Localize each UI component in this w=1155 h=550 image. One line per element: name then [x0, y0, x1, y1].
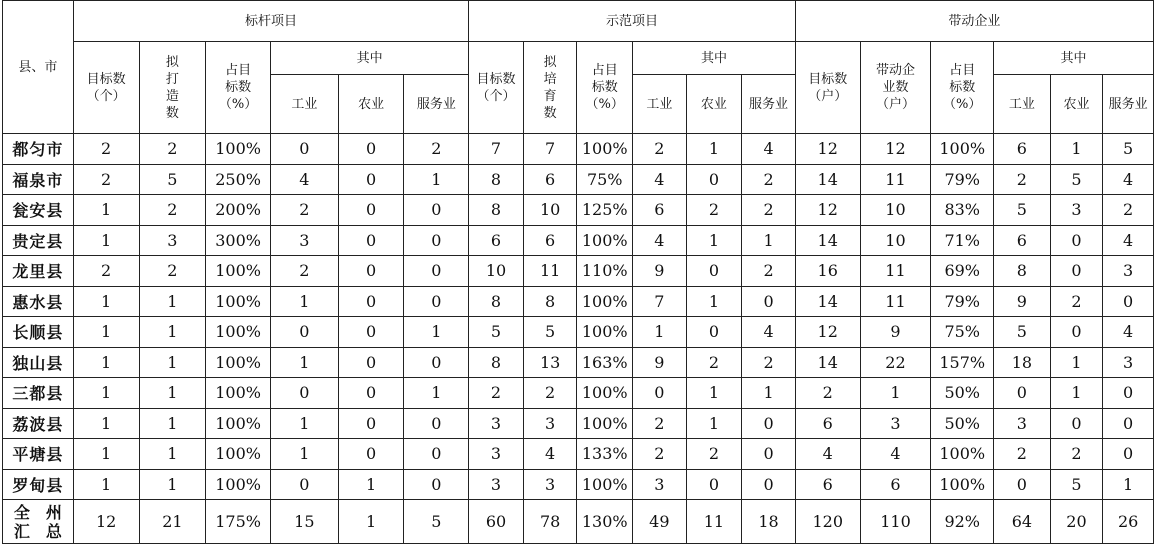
table-cell: 0 [742, 469, 796, 500]
header-enterprise-ratio: 占目 标数 （%） [931, 42, 994, 134]
table-cell: 2 [73, 164, 139, 195]
table-cell: 6 [469, 225, 524, 256]
table-cell: 0 [404, 439, 469, 470]
total-cell: 78 [523, 500, 577, 544]
table-cell: 1 [686, 225, 742, 256]
table-cell: 100% [206, 469, 271, 500]
table-cell: 2 [633, 134, 687, 165]
table-cell: 100% [206, 378, 271, 409]
table-cell: 1 [270, 439, 338, 470]
table-cell: 6 [523, 225, 577, 256]
row-county-name: 惠水县 [3, 286, 74, 317]
table-cell: 2 [139, 256, 206, 287]
table-cell: 3 [270, 225, 338, 256]
table-cell: 16 [795, 256, 860, 287]
table-cell: 8 [523, 286, 577, 317]
total-cell: 49 [633, 500, 687, 544]
table-cell: 4 [860, 439, 931, 470]
table-cell: 133% [577, 439, 633, 470]
table-cell: 0 [994, 378, 1051, 409]
table-cell: 3 [994, 408, 1051, 439]
table-cell: 1 [742, 378, 796, 409]
table-cell: 4 [1103, 225, 1154, 256]
header-demo-ratio: 占目 标数 （%） [577, 42, 633, 134]
table-cell: 0 [338, 286, 404, 317]
table-cell: 100% [206, 256, 271, 287]
table-cell: 0 [742, 408, 796, 439]
table-cell: 100% [577, 378, 633, 409]
table-cell: 100% [206, 408, 271, 439]
table-cell: 4 [523, 439, 577, 470]
table-cell: 3 [469, 469, 524, 500]
table-cell: 0 [338, 164, 404, 195]
table-cell: 1 [338, 469, 404, 500]
header-group-demo: 示范项目 [469, 1, 796, 42]
table-cell: 1 [73, 408, 139, 439]
table-cell: 3 [633, 469, 687, 500]
row-county-name: 龙里县 [3, 256, 74, 287]
header-group-enterprise: 带动企业 [795, 1, 1153, 42]
table-cell: 50% [931, 408, 994, 439]
row-county-name: 都匀市 [3, 134, 74, 165]
table-cell: 0 [404, 195, 469, 226]
table-cell: 13 [523, 347, 577, 378]
table-row [3, 469, 1154, 500]
table-cell: 12 [795, 195, 860, 226]
table-cell: 1 [1103, 469, 1154, 500]
table-cell: 100% [577, 286, 633, 317]
total-label-line2: 汇 总 [13, 521, 62, 541]
table-cell: 1 [139, 439, 206, 470]
table-cell: 0 [338, 317, 404, 348]
row-county-name: 荔波县 [3, 408, 74, 439]
table-cell: 0 [1103, 378, 1154, 409]
total-cell: 5 [404, 500, 469, 544]
table-cell: 2 [139, 134, 206, 165]
table-cell: 2 [73, 134, 139, 165]
table-row [3, 286, 1154, 317]
table-cell: 1 [139, 347, 206, 378]
table-cell: 8 [469, 195, 524, 226]
table-cell: 12 [860, 134, 931, 165]
table-cell: 4 [795, 439, 860, 470]
table-cell: 1 [139, 408, 206, 439]
table-cell: 0 [338, 408, 404, 439]
table-cell: 0 [404, 286, 469, 317]
table-cell: 100% [931, 469, 994, 500]
table-cell: 2 [404, 134, 469, 165]
total-cell: 11 [686, 500, 742, 544]
table-cell: 8 [469, 286, 524, 317]
summary-table [2, 0, 1154, 544]
table-cell: 100% [206, 439, 271, 470]
table-cell: 8 [994, 256, 1051, 287]
table-cell: 2 [270, 195, 338, 226]
table-row [3, 256, 1154, 287]
table-cell: 3 [1103, 347, 1154, 378]
table-cell: 0 [404, 408, 469, 439]
table-cell: 11 [860, 286, 931, 317]
table-cell: 100% [577, 408, 633, 439]
header-group-benchmark: 标杆项目 [73, 1, 468, 42]
table-cell: 0 [270, 134, 338, 165]
table-cell: 71% [931, 225, 994, 256]
table-cell: 2 [742, 347, 796, 378]
table-cell: 4 [742, 317, 796, 348]
table-row [3, 134, 1154, 165]
table-row [3, 164, 1154, 195]
table-cell: 1 [860, 378, 931, 409]
total-cell: 12 [73, 500, 139, 544]
table-cell: 0 [1103, 408, 1154, 439]
table-row [3, 439, 1154, 470]
table-cell: 3 [860, 408, 931, 439]
table-cell: 5 [1050, 164, 1103, 195]
table-cell: 1 [139, 378, 206, 409]
table-cell: 4 [1103, 164, 1154, 195]
table-cell: 12 [795, 134, 860, 165]
table-cell: 18 [994, 347, 1051, 378]
table-cell: 0 [686, 164, 742, 195]
table-cell: 2 [686, 347, 742, 378]
header-demo-service: 服务业 [742, 75, 796, 134]
table-cell: 14 [795, 347, 860, 378]
table-row [3, 195, 1154, 226]
total-cell: 175% [206, 500, 271, 544]
table-row [3, 347, 1154, 378]
total-cell: 120 [795, 500, 860, 544]
table-cell: 1 [404, 378, 469, 409]
table-cell: 100% [577, 225, 633, 256]
table-cell: 2 [686, 195, 742, 226]
table-cell: 1 [139, 317, 206, 348]
table-cell: 4 [633, 225, 687, 256]
table-cell: 100% [931, 134, 994, 165]
table-cell: 125% [577, 195, 633, 226]
header-benchmark-service: 服务业 [404, 75, 469, 134]
table-cell: 3 [469, 439, 524, 470]
table-cell: 6 [994, 225, 1051, 256]
table-cell: 0 [404, 347, 469, 378]
table-cell: 6 [795, 408, 860, 439]
table-cell: 11 [860, 256, 931, 287]
table-cell: 1 [686, 408, 742, 439]
table-cell: 0 [686, 469, 742, 500]
row-county-name: 罗甸县 [3, 469, 74, 500]
header-enterprise-driven: 带动企 业数 （户） [860, 42, 931, 134]
table-cell: 1 [404, 317, 469, 348]
table-cell: 0 [1103, 286, 1154, 317]
table-cell: 2 [742, 256, 796, 287]
table-cell: 300% [206, 225, 271, 256]
table-cell: 6 [860, 469, 931, 500]
table-cell: 4 [742, 134, 796, 165]
header-benchmark-agriculture: 农业 [338, 75, 404, 134]
total-cell: 92% [931, 500, 994, 544]
total-cell: 21 [139, 500, 206, 544]
total-label-line1: 全 州 [13, 502, 62, 522]
table-cell: 79% [931, 286, 994, 317]
table-cell: 0 [338, 256, 404, 287]
table-cell: 0 [1050, 256, 1103, 287]
table-cell: 5 [994, 195, 1051, 226]
table-cell: 3 [139, 225, 206, 256]
table-cell: 0 [338, 134, 404, 165]
table-cell: 6 [633, 195, 687, 226]
table-cell: 2 [795, 378, 860, 409]
row-county-name: 瓮安县 [3, 195, 74, 226]
table-cell: 0 [270, 469, 338, 500]
table-cell: 3 [1103, 256, 1154, 287]
table-cell: 1 [270, 286, 338, 317]
table-cell: 2 [1103, 195, 1154, 226]
table-cell: 10 [860, 195, 931, 226]
header-enterprise-agriculture: 农业 [1050, 75, 1103, 134]
table-cell: 0 [1103, 439, 1154, 470]
table-cell: 22 [860, 347, 931, 378]
table-cell: 1 [139, 286, 206, 317]
table-cell: 10 [860, 225, 931, 256]
table-cell: 69% [931, 256, 994, 287]
table-cell: 1 [73, 286, 139, 317]
table-cell: 6 [994, 134, 1051, 165]
table-cell: 12 [795, 317, 860, 348]
table-cell: 0 [1050, 317, 1103, 348]
table-cell: 0 [338, 347, 404, 378]
table-cell: 1 [270, 347, 338, 378]
table-cell: 5 [994, 317, 1051, 348]
header-benchmark-planned: 拟 打 造 数 [139, 42, 206, 134]
table-cell: 50% [931, 378, 994, 409]
table-cell: 2 [994, 164, 1051, 195]
table-cell: 0 [742, 286, 796, 317]
table-cell: 2 [1050, 439, 1103, 470]
header-demo-industry: 工业 [633, 75, 687, 134]
total-cell: 26 [1103, 500, 1154, 544]
table-cell: 100% [206, 317, 271, 348]
total-cell: 64 [994, 500, 1051, 544]
row-county-name: 贵定县 [3, 225, 74, 256]
table-cell: 0 [270, 317, 338, 348]
total-cell: 18 [742, 500, 796, 544]
row-county-name: 三都县 [3, 378, 74, 409]
total-cell: 15 [270, 500, 338, 544]
header-demo-target: 目标数 （个） [469, 42, 524, 134]
table-cell: 0 [338, 378, 404, 409]
table-cell: 2 [523, 378, 577, 409]
table-cell: 8 [469, 164, 524, 195]
table-cell: 75% [931, 317, 994, 348]
table-cell: 2 [633, 408, 687, 439]
total-row [3, 500, 1154, 544]
table-cell: 0 [338, 225, 404, 256]
header-enterprise-target: 目标数 （户） [795, 42, 860, 134]
table-cell: 14 [795, 286, 860, 317]
table-cell: 10 [523, 195, 577, 226]
table-cell: 1 [73, 195, 139, 226]
table-cell: 163% [577, 347, 633, 378]
table-cell: 83% [931, 195, 994, 226]
header-benchmark-target: 目标数 （个） [73, 42, 139, 134]
table-cell: 0 [686, 317, 742, 348]
row-county-name: 平塘县 [3, 439, 74, 470]
table-cell: 6 [795, 469, 860, 500]
table-cell: 3 [1050, 195, 1103, 226]
header-demo-of-which: 其中 [633, 42, 796, 75]
table-cell: 8 [469, 347, 524, 378]
table-cell: 5 [1103, 134, 1154, 165]
table-cell: 100% [577, 317, 633, 348]
table-cell: 4 [1103, 317, 1154, 348]
table-cell: 2 [633, 439, 687, 470]
table-cell: 1 [73, 225, 139, 256]
total-cell: 130% [577, 500, 633, 544]
table-cell: 9 [633, 256, 687, 287]
table-cell: 2 [1050, 286, 1103, 317]
table-cell: 2 [73, 256, 139, 287]
table-cell: 1 [1050, 378, 1103, 409]
table-cell: 100% [206, 286, 271, 317]
table-cell: 2 [994, 439, 1051, 470]
table-cell: 100% [577, 469, 633, 500]
table-cell: 9 [633, 347, 687, 378]
header-enterprise-industry: 工业 [994, 75, 1051, 134]
table-cell: 14 [795, 225, 860, 256]
table-cell: 1 [270, 408, 338, 439]
table-cell: 2 [686, 439, 742, 470]
table-cell: 1 [1050, 347, 1103, 378]
table-cell: 250% [206, 164, 271, 195]
header-enterprise-service: 服务业 [1103, 75, 1154, 134]
table-cell: 1 [73, 317, 139, 348]
table-cell: 1 [73, 347, 139, 378]
table-cell: 4 [633, 164, 687, 195]
table-cell: 11 [860, 164, 931, 195]
total-cell: 20 [1050, 500, 1103, 544]
table-cell: 3 [523, 408, 577, 439]
table-cell: 0 [338, 195, 404, 226]
table-cell: 75% [577, 164, 633, 195]
table-cell: 3 [469, 408, 524, 439]
header-county: 县、市 [3, 1, 74, 134]
table-cell: 0 [1050, 408, 1103, 439]
table-cell: 1 [139, 469, 206, 500]
table-cell: 2 [139, 195, 206, 226]
row-county-name: 独山县 [3, 347, 74, 378]
table-cell: 100% [206, 134, 271, 165]
header-enterprise-of-which: 其中 [994, 42, 1154, 75]
table-cell: 2 [270, 256, 338, 287]
table-cell: 5 [139, 164, 206, 195]
table-cell: 1 [73, 378, 139, 409]
table-cell: 0 [1050, 225, 1103, 256]
table-cell: 0 [404, 469, 469, 500]
table-cell: 7 [523, 134, 577, 165]
total-cell: 60 [469, 500, 524, 544]
table-cell: 0 [742, 439, 796, 470]
header-benchmark-industry: 工业 [270, 75, 338, 134]
table-cell: 7 [469, 134, 524, 165]
table-cell: 14 [795, 164, 860, 195]
table-cell: 5 [1050, 469, 1103, 500]
table-cell: 1 [686, 378, 742, 409]
table-cell: 2 [469, 378, 524, 409]
table-cell: 1 [742, 225, 796, 256]
table-cell: 100% [577, 134, 633, 165]
table-row [3, 317, 1154, 348]
table-cell: 5 [469, 317, 524, 348]
table-cell: 1 [73, 469, 139, 500]
table-cell: 0 [686, 256, 742, 287]
table-cell: 5 [523, 317, 577, 348]
header-demo-planned: 拟 培 育 数 [523, 42, 577, 134]
table-cell: 79% [931, 164, 994, 195]
table-cell: 100% [931, 439, 994, 470]
table-cell: 10 [469, 256, 524, 287]
table-row [3, 378, 1154, 409]
table-cell: 110% [577, 256, 633, 287]
table-cell: 0 [404, 225, 469, 256]
table-cell: 9 [994, 286, 1051, 317]
table-cell: 1 [686, 134, 742, 165]
total-cell: 1 [338, 500, 404, 544]
header-benchmark-ratio: 占目 标数 （%） [206, 42, 271, 134]
table-cell: 0 [994, 469, 1051, 500]
table-body [3, 134, 1154, 544]
table-cell: 0 [633, 378, 687, 409]
total-cell: 110 [860, 500, 931, 544]
table-cell: 3 [523, 469, 577, 500]
table-cell: 1 [404, 164, 469, 195]
table-cell: 4 [270, 164, 338, 195]
table-cell: 7 [633, 286, 687, 317]
table-cell: 9 [860, 317, 931, 348]
table-cell: 200% [206, 195, 271, 226]
table-cell: 1 [633, 317, 687, 348]
total-label [3, 500, 74, 544]
table-cell: 0 [404, 256, 469, 287]
table-cell: 157% [931, 347, 994, 378]
table-cell: 6 [523, 164, 577, 195]
row-county-name: 福泉市 [3, 164, 74, 195]
table-cell: 11 [523, 256, 577, 287]
table-row [3, 408, 1154, 439]
table-cell: 2 [742, 164, 796, 195]
table-cell: 1 [686, 286, 742, 317]
row-county-name: 长顺县 [3, 317, 74, 348]
table-row [3, 225, 1154, 256]
table-cell: 100% [206, 347, 271, 378]
header-demo-agriculture: 农业 [686, 75, 742, 134]
table-cell: 1 [1050, 134, 1103, 165]
header-benchmark-of-which: 其中 [270, 42, 468, 75]
table-cell: 1 [73, 439, 139, 470]
table-cell: 0 [338, 439, 404, 470]
table-cell: 2 [742, 195, 796, 226]
table-cell: 0 [270, 378, 338, 409]
